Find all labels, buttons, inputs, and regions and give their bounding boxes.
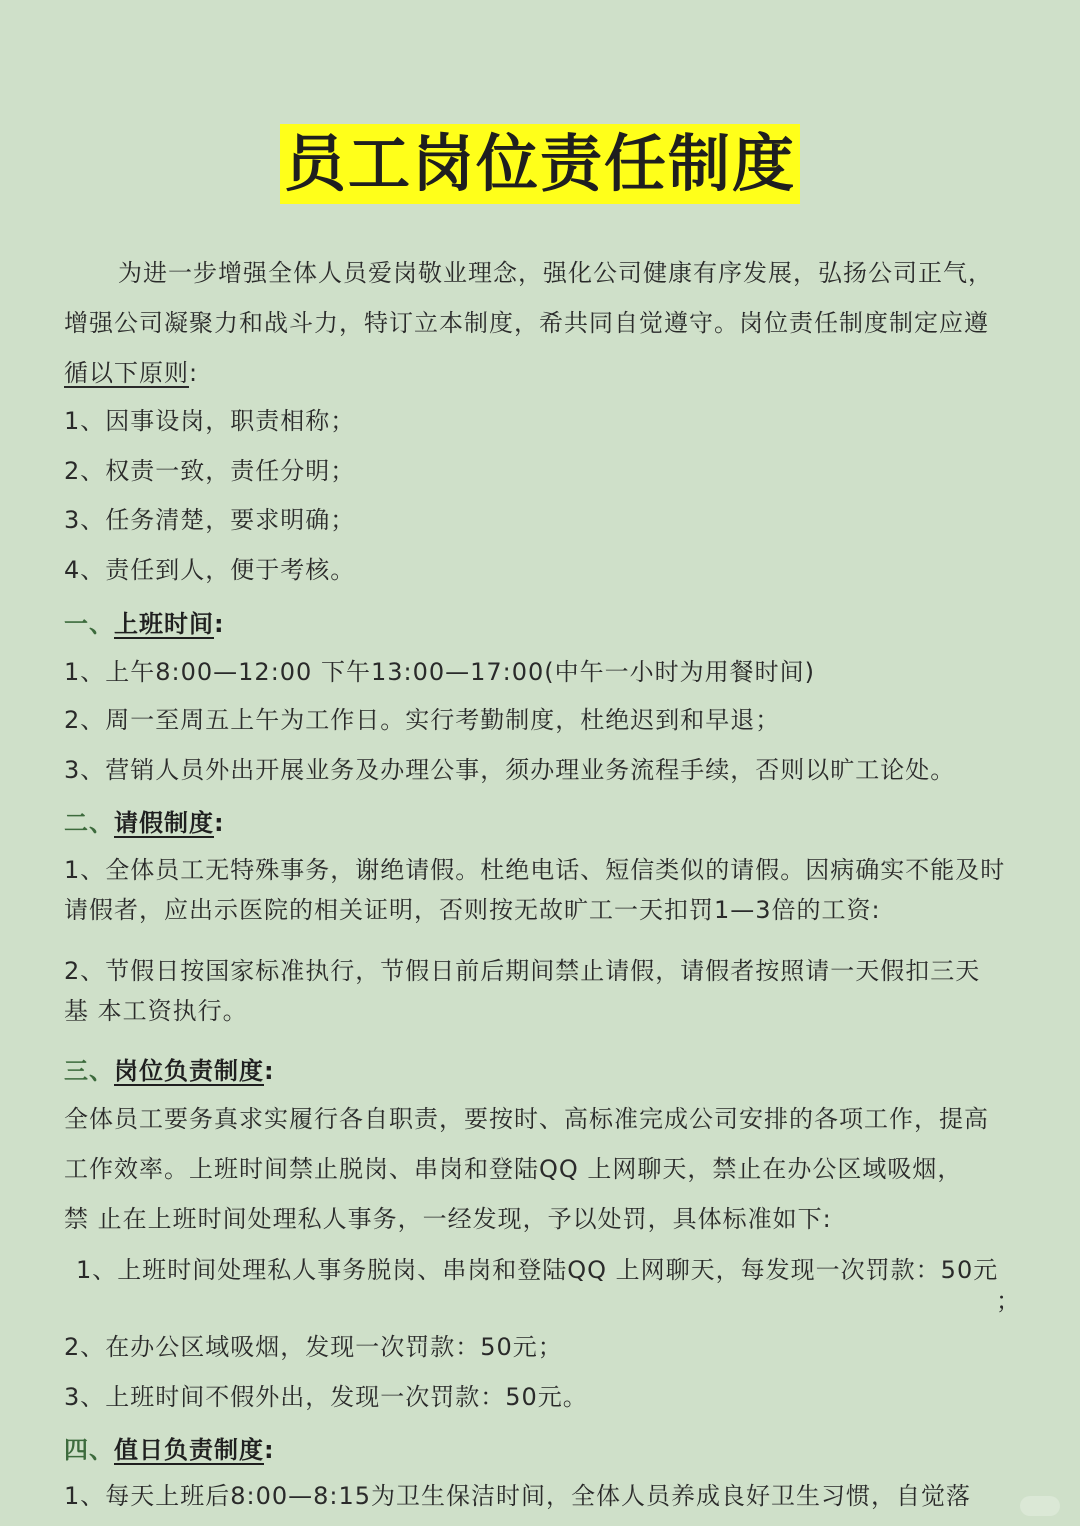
section-colon: :: [214, 610, 225, 638]
intro-colon: :: [189, 359, 199, 387]
responsibility-item-3: 3、上班时间不假外出，发现一次罚款：50元。: [64, 1383, 588, 1411]
section-number: 三、: [64, 1057, 114, 1085]
responsibility-para-line-2: 工作效率。上班时间禁止脱岗、串岗和登陆QQ 上网聊天，禁止在办公区域吸烟，: [64, 1155, 963, 1183]
watermark-badge: [1020, 1496, 1060, 1516]
section-colon: :: [264, 1436, 275, 1464]
leave-item-1-line-2: 请假者，应出示医院的相关证明，否则按无故旷工一天扣罚1—3倍的工资:: [64, 896, 881, 924]
principle-item: 2、权责一致，责任分明；: [64, 457, 356, 485]
leave-item-2-line-2: 基 本工资执行。: [64, 997, 248, 1025]
section-colon: :: [264, 1057, 275, 1085]
section-number: 一、: [64, 610, 114, 638]
section-heading-duty: [64, 1433, 275, 1467]
work-hours-item: 1、上午8:00—12:00 下午13:00—17:00(中午一小时为用餐时间): [64, 658, 816, 686]
section-title: 上班时间: [114, 610, 214, 638]
leave-item-2-line-1: 2、节假日按国家标准执行，节假日前后期间禁止请假，请假者按照请一天假扣三天: [64, 957, 981, 985]
responsibility-item-1: 1、上班时间处理私人事务脱岗、串岗和登陆QQ 上网聊天，每发现一次罚款：50元: [76, 1256, 999, 1284]
intro-line-3: [64, 356, 198, 390]
intro-underlined-text: 循以下原则: [64, 359, 189, 387]
work-hours-item: 3、营销人员外出开展业务及办理公事，须办理业务流程手续，否则以旷工论处。: [64, 756, 956, 784]
section-title: 岗位负责制度: [114, 1057, 264, 1085]
work-hours-item: 2、周一至周五上午为工作日。实行考勤制度，杜绝迟到和早退；: [64, 706, 781, 734]
responsibility-item-2: 2、在办公区域吸烟，发现一次罚款：50元；: [64, 1333, 563, 1361]
principle-item: 1、因事设岗，职责相称；: [64, 407, 356, 435]
principle-item: 3、任务清楚，要求明确；: [64, 506, 356, 534]
section-heading-responsibility: [64, 1054, 275, 1088]
responsibility-para-line-3: 禁 止在上班时间处理私人事务，一经发现，予以处罚，具体标准如下:: [64, 1205, 832, 1233]
section-number: 二、: [64, 809, 114, 837]
responsibility-para-line-1: 全体员工要务真求实履行各自职责，要按时、高标准完成公司安排的各项工作，提高: [64, 1105, 989, 1133]
section-title: 请假制度: [114, 809, 214, 837]
section-number: 四、: [64, 1436, 114, 1464]
duty-item-1: 1、每天上班后8:00—8:15为卫生保洁时间，全体人员养成良好卫生习惯，自觉落: [64, 1482, 972, 1510]
section-colon: :: [214, 809, 225, 837]
principle-item: 4、责任到人，便于考核。: [64, 556, 356, 584]
section-title: 值日负责制度: [114, 1436, 264, 1464]
responsibility-item-1-semicolon: ；: [996, 1287, 1020, 1315]
section-heading-leave: [64, 806, 225, 840]
leave-item-1-line-1: 1、全体员工无特殊事务，谢绝请假。杜绝电话、短信类似的请假。因病确实不能及时: [64, 856, 1006, 884]
intro-line-1: 为进一步增强全体人员爱岗敬业理念，强化公司健康有序发展，弘扬公司正气，: [118, 259, 993, 287]
section-heading-work-hours: [64, 607, 225, 641]
intro-line-2: 增强公司凝聚力和战斗力，特订立本制度，希共同自觉遵守。岗位责任制度制定应遵: [64, 309, 989, 337]
page-title: 员工岗位责任制度: [280, 124, 800, 204]
